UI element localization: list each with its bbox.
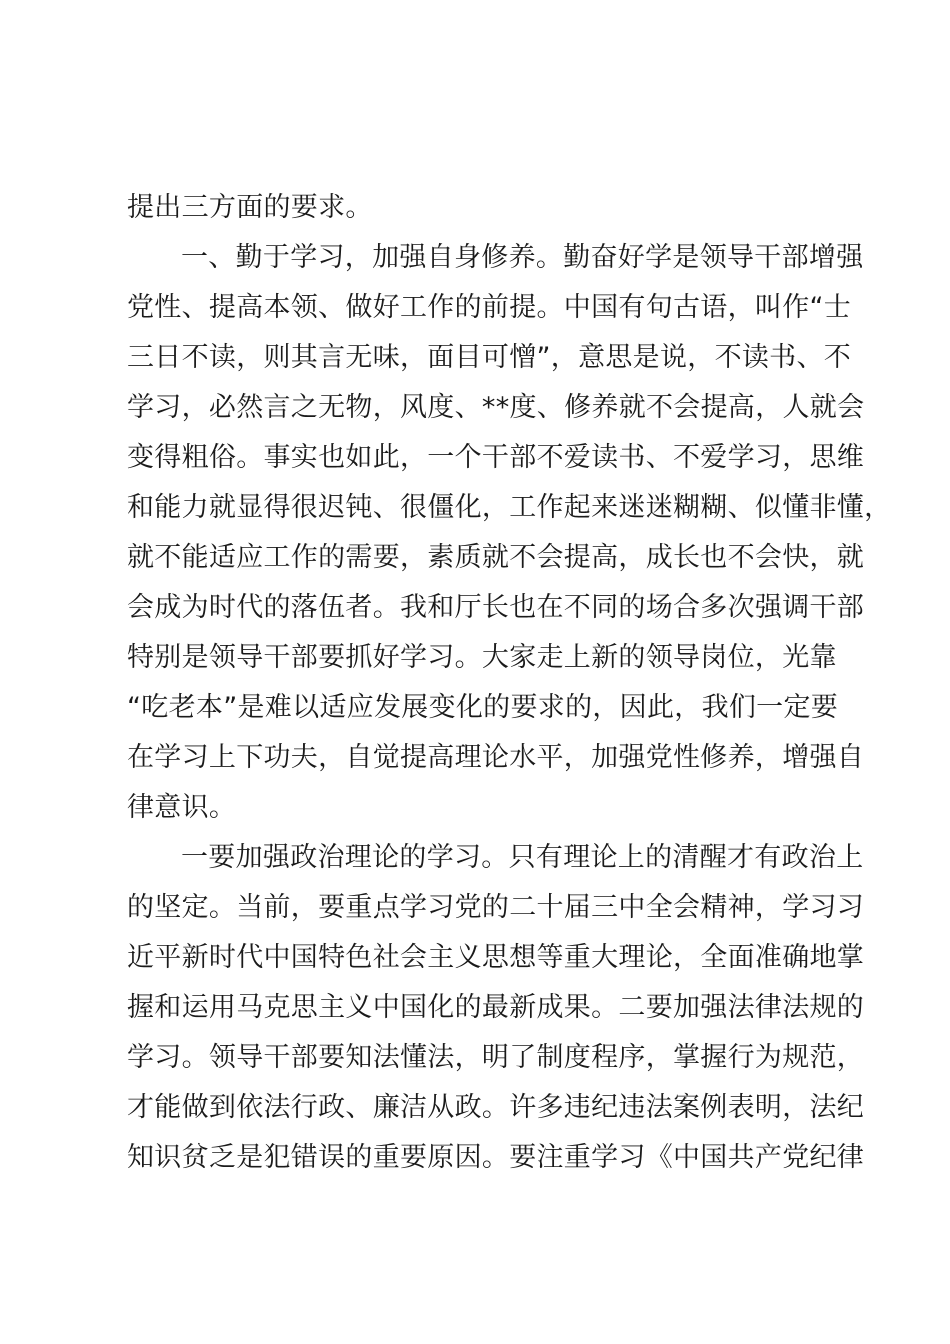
text-line: 学习，必然言之无物，风度、**度、修养就不会提高，人就会: [127, 392, 865, 423]
text-line: 会成为时代的落伍者。我和厅长也在不同的场合多次强调干部: [127, 592, 865, 623]
text-line: 知识贫乏是犯错误的重要原因。要注重学习《中国共产党纪律: [127, 1142, 865, 1173]
text-line: 就不能适应工作的需要，素质就不会提高，成长也不会快，就: [127, 542, 865, 573]
paragraph-start-line: 一要加强政治理论的学习。只有理论上的清醒才有政治上: [181, 842, 864, 873]
paragraph-heading-line: 一、勤于学习，加强自身修养。勤奋好学是领导干部增强: [181, 242, 864, 273]
text-line: 在学习上下功夫，自觉提高理论水平，加强党性修养，增强自: [127, 742, 865, 773]
document-body: [127, 183, 892, 1183]
text-line: 才能做到依法行政、廉洁从政。许多违纪违法案例表明，法纪: [127, 1092, 865, 1123]
text-line: 提出三方面的要求。: [127, 192, 373, 223]
text-line: 近平新时代中国特色社会主义思想等重大理论，全面准确地掌: [127, 942, 865, 973]
text-line: “吃老本”是难以适应发展变化的要求的，因此，我们一定要: [127, 692, 839, 723]
text-line: 党性、提高本领、做好工作的前提。中国有句古语，叫作“士: [127, 292, 852, 323]
text-line: 律意识。: [127, 792, 237, 823]
text-line: 特别是领导干部要抓好学习。大家走上新的领导岗位，光靠: [127, 642, 837, 673]
text-line: 和能力就显得很迟钝、很僵化，工作起来迷迷糊糊、似懂非懂，: [127, 492, 892, 523]
text-line: 变得粗俗。事实也如此，一个干部不爱读书、不爱学习，思维: [127, 442, 865, 473]
text-line: 握和运用马克思主义中国化的最新成果。二要加强法律法规的: [127, 992, 865, 1023]
text-line: 学习。领导干部要知法懂法，明了制度程序，掌握行为规范，: [127, 1042, 865, 1073]
text-line: 的坚定。当前，要重点学习党的二十届三中全会精神，学习习: [127, 892, 865, 923]
text-line: 三日不读，则其言无味，面目可憎”，意思是说，不读书、不: [127, 342, 852, 373]
